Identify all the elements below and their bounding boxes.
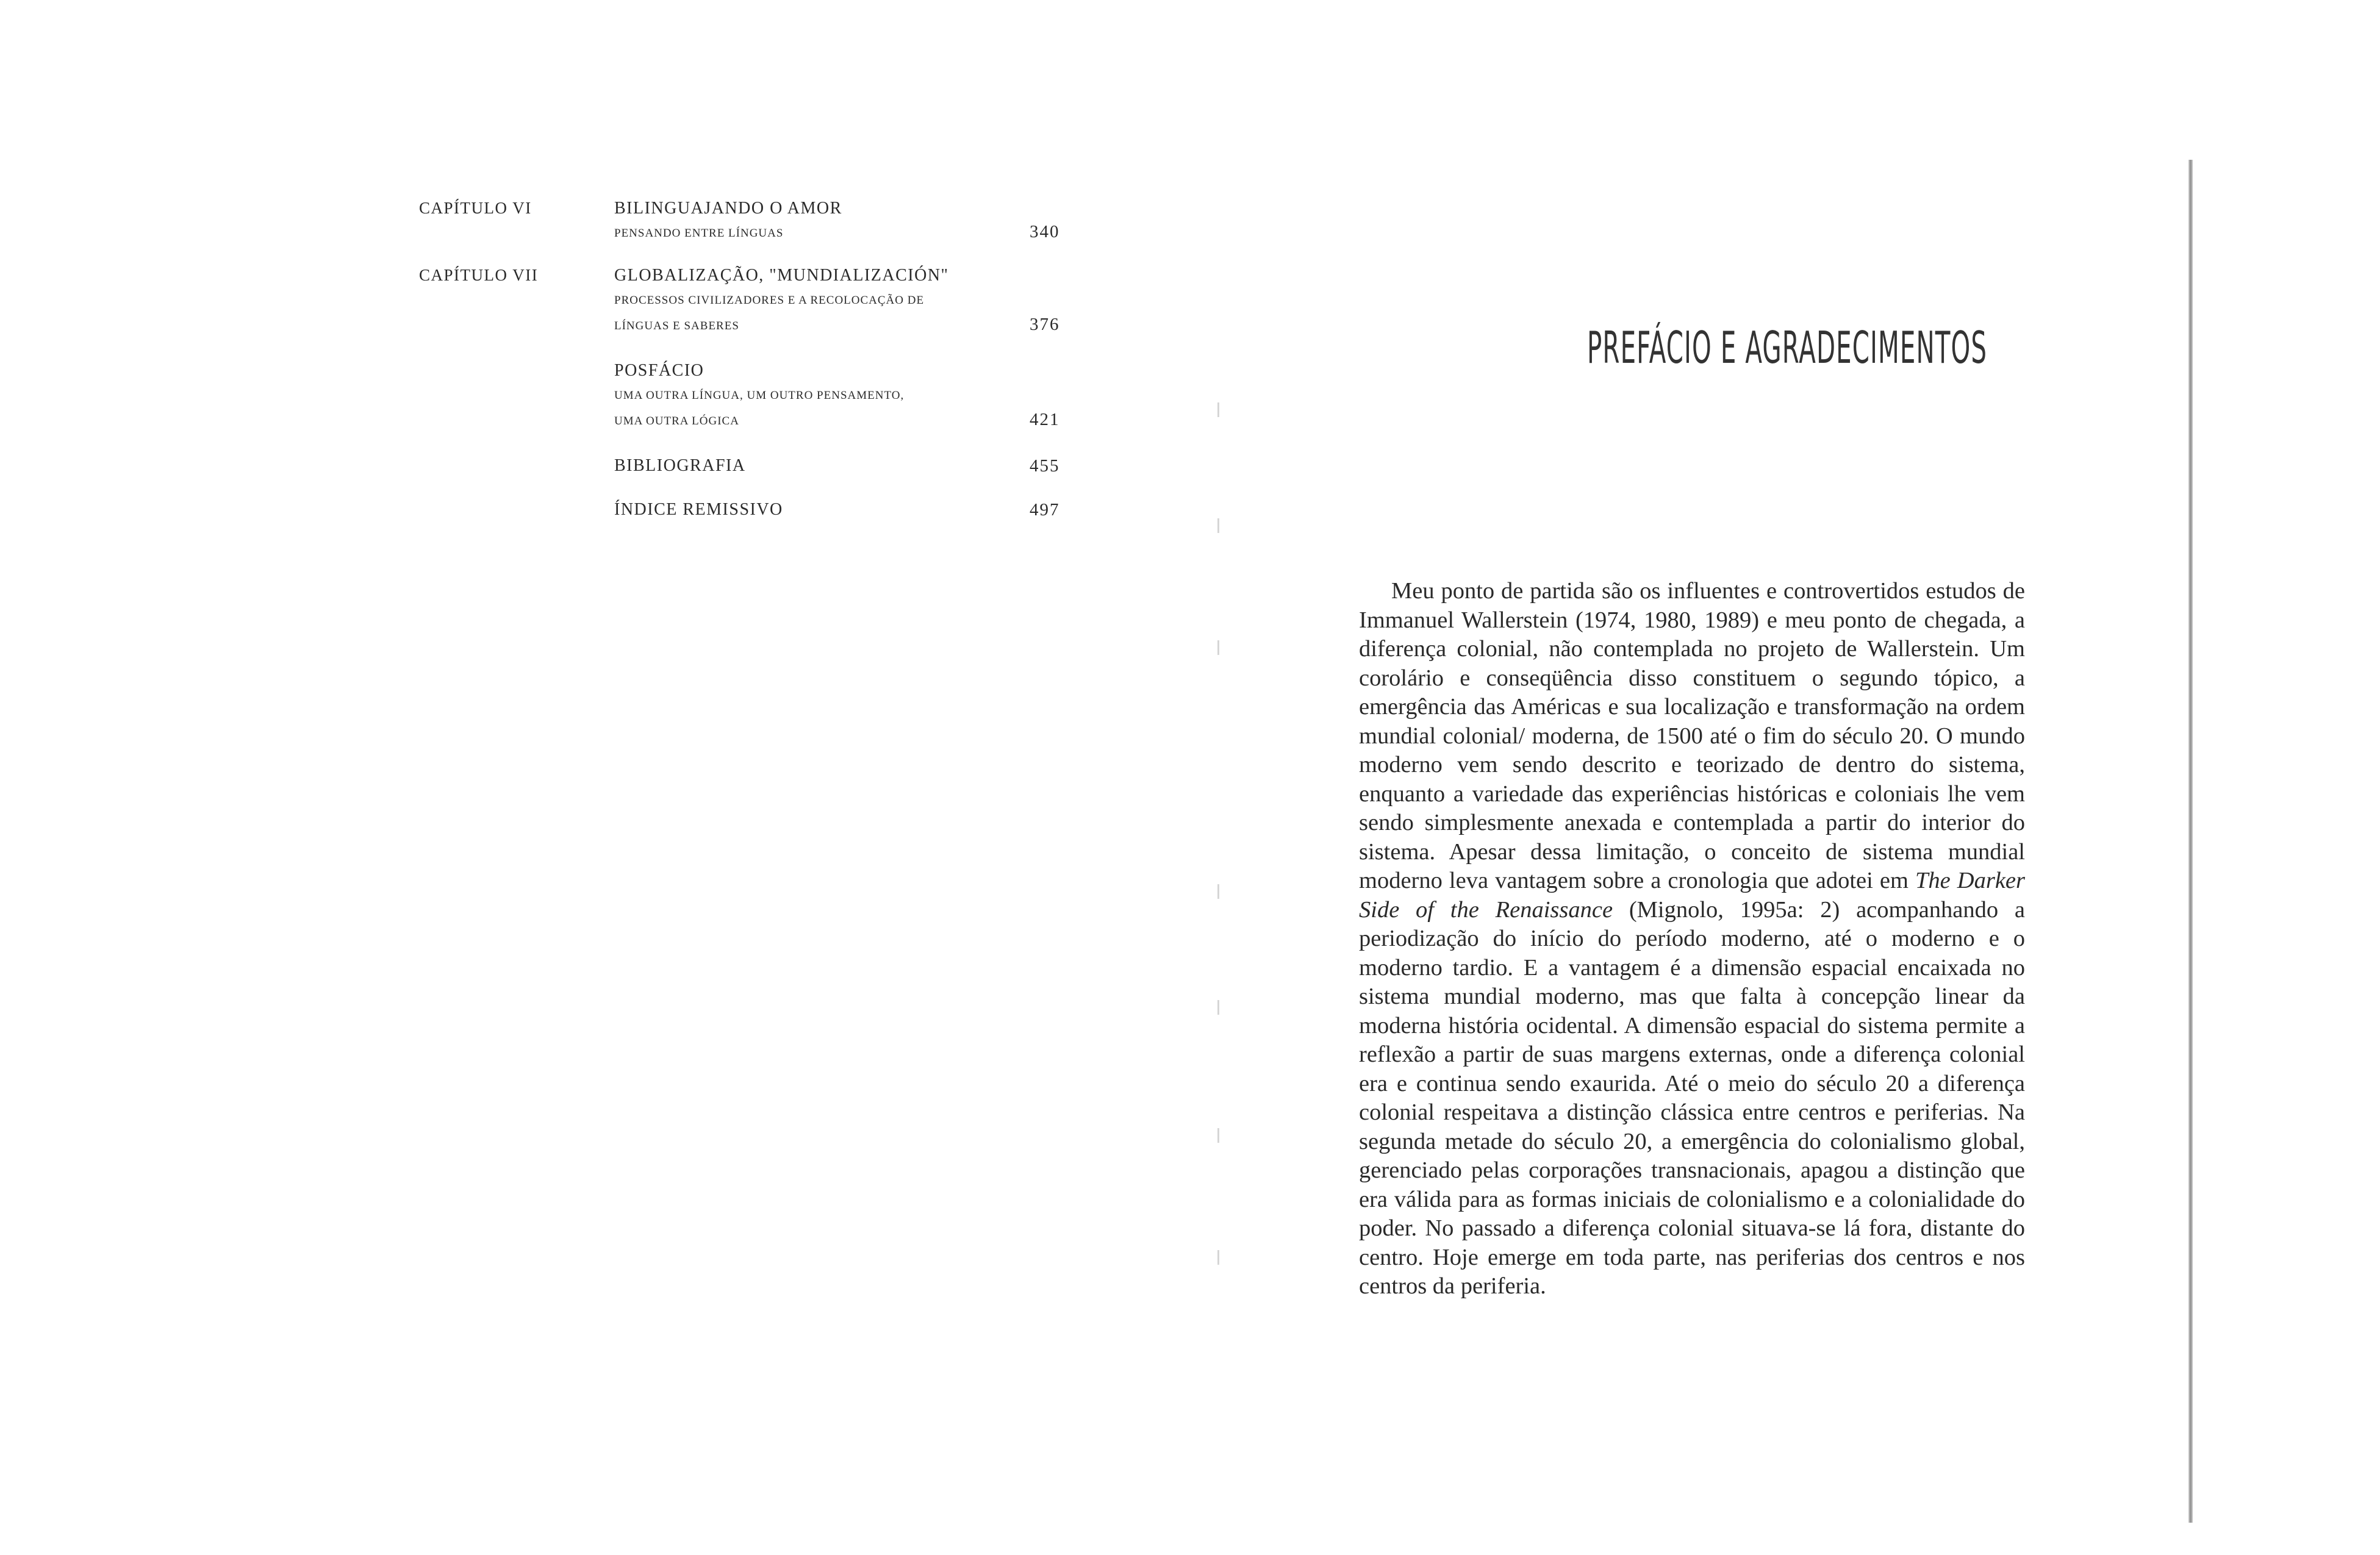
- toc-title: GLOBALIZAÇÃO, "MUNDIALIZACIÓN": [614, 266, 949, 285]
- gutter-mark: [1217, 1000, 1219, 1015]
- gutter-mark: [1217, 518, 1219, 533]
- toc-title: POSFÁCIO: [614, 361, 704, 380]
- gutter-mark: [1217, 1250, 1219, 1265]
- toc-subtitle: UMA OUTRA LÍNGUA, UM OUTRO PENSAMENTO,: [614, 389, 905, 402]
- toc-subtitle: PENSANDO ENTRE LÍNGUAS: [614, 227, 784, 240]
- preface-body-text: Meu ponto de partida são os influentes e controvertidos estudos de Immanuel Wallerstein (1974, 1980, 1989) e meu ponto de chegada, a diferença colonial, não contemplada no projeto de Wallerstein. Um corolário e conseqüência disso constituem o segundo tópico, a emergência das Américas e sua localização e transformação na ordem mundial colonial/ moderna, de 1500 até o fim do século 20. O mundo moderno vem sendo descrito e teorizado de dentro do sistema, enquanto a variedade das experiências históricas e coloniais lhe vem sendo simplesmente anexada e contemplada a partir do interior do sistema. Apesar dessa limitação, o conceito de sistema mundial moderno leva vantagem sobre a cronologia que adotei em: [1359, 578, 2025, 893]
- toc-title: BIBLIOGRAFIA: [614, 456, 746, 475]
- gutter-mark: [1217, 402, 1219, 417]
- toc-title: BILINGUAJANDO O AMOR: [614, 199, 842, 218]
- toc-page-number: 497: [1030, 500, 1060, 520]
- preface-title: PREFÁCIO E AGRADECIMENTOS: [1587, 322, 1988, 373]
- toc-title: ÍNDICE REMISSIVO: [614, 500, 783, 519]
- page-edge-shadow: [2188, 160, 2193, 1523]
- preface-body-text-continued: (Mignolo, 1995a: 2) acompanhando a periodização do início do período moderno, até o moderno e o moderno tardio. E a vantagem é a dimensão espacial encaixada no sistema mundial moderno, mas que falta à concepção linear da moderna história ocidental. A dimensão espacial do sistema permite a reflexão a partir de suas margens externas, onde a diferença colonial era e continua sendo exaurida. Até o meio do século 20 a diferença colonial respeitava a distinção clássica entre centros e periferias. Na segunda metade do século 20, a emergência do colonialismo global, gerenciado pelas corporações transnacionais, apagou a distinção que era válida para as formas iniciais de colonialismo e a colonialidade do poder. No passado a diferença colonial situava-se lá fora, distante do centro. Hoje emerge em toda parte, nas periferias dos centros e nos centros da periferia.: [1359, 896, 2025, 1299]
- book-title-italic: The Darker Side of the Renaissance: [1359, 868, 2025, 923]
- table-of-contents: [0, 0, 1189, 1555]
- preface-body: [1359, 577, 2025, 1301]
- toc-subtitle: LÍNGUAS E SABERES: [614, 320, 739, 332]
- toc-page-number: 455: [1030, 456, 1060, 476]
- toc-subtitle: PROCESSOS CIVILIZADORES E A RECOLOCAÇÃO DE: [614, 294, 925, 307]
- toc-subtitle: UMA OUTRA LÓGICA: [614, 415, 739, 427]
- gutter-mark: [1217, 884, 1219, 899]
- toc-page-number: 340: [1030, 222, 1060, 241]
- gutter-mark: [1217, 640, 1219, 655]
- toc-page-number: 376: [1030, 315, 1060, 334]
- toc-chapter-label: CAPÍTULO VI: [419, 199, 532, 217]
- gutter-mark: [1217, 1128, 1219, 1143]
- toc-chapter-label: CAPÍTULO VII: [419, 266, 539, 284]
- toc-page-number: 421: [1030, 410, 1060, 429]
